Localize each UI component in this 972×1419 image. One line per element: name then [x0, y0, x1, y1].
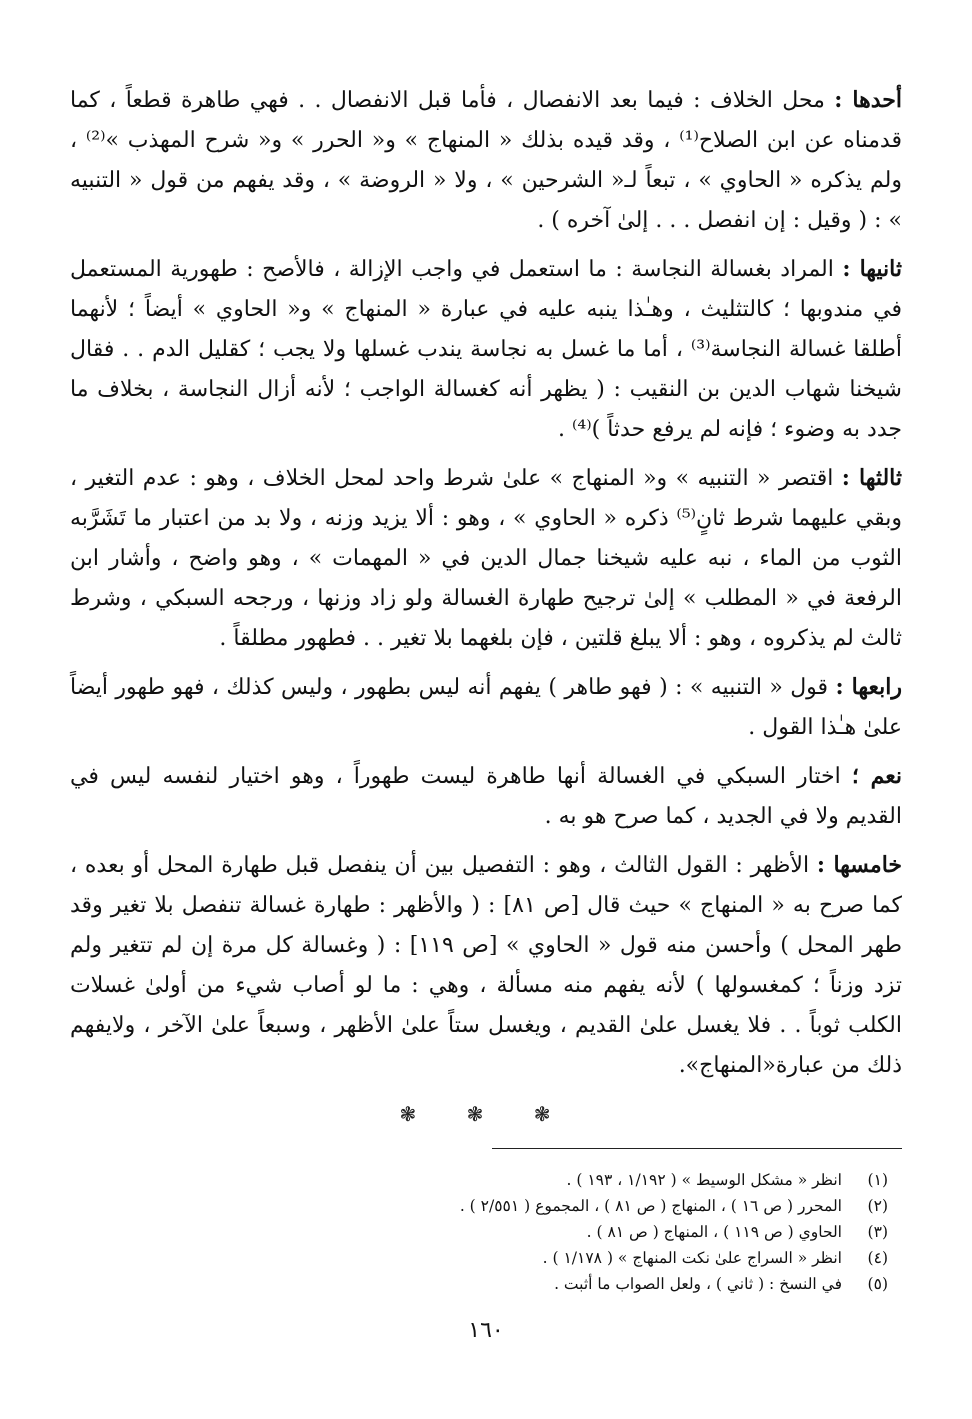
paragraph-lead: أحدها : — [834, 87, 902, 113]
paragraph-6 — [70, 845, 902, 1086]
paragraph-text: المراد بغسالة النجاسة : ما استعمل في واجب الإزالة ، فالأصح : طهورية المستعمل في مندوبها ؛ كالتثليث ، وهـٰذا ينبه عليه في عبارة « المنهاج » و« الحاوي » أيضاً ؛ لأنهما أطلقا غسالة النجاسة⁽³⁾ ، أما ما غسل به نجاسة يندب غسلها ولا يجب ؛ كقليل الدم . . فقال شيخنا شهاب الدين بن النقيب : ( يظهر أنه كغسالة الواجب ؛ لأنه أزال النجاسة ، بخلاف ما جدد به وضوء ؛ فإنه لم يرفع حدثاً )⁽⁴⁾ . — [70, 257, 903, 442]
footnote-2 — [70, 1193, 902, 1219]
paragraph-lead: ثالثها : — [841, 465, 903, 491]
footnote-text: الحاوي ( ص ١١٩ ) ، المنهاج ( ص ٨١ ) . — [586, 1223, 842, 1241]
body-text — [70, 80, 902, 1086]
footnotes — [70, 1167, 902, 1297]
paragraph-text: محل الخلاف : فيما بعد الانفصال ، فأما قبل الانفصال . . فهي طاهرة قطعاً ، كما قدمناه عن ابن الصلاح⁽¹⁾ ، وقد قيده بذلك « المنهاج » و« الحرر » و« شرح المهذب »⁽²⁾ ، ولم يذكره « الحاوي » ، تبعاً لـ« الشرحين » ، ولا « الروضة » ، وقد يفهم من قول « التنبيه » : ( وقيل : إن انفصل . . . إلىٰ آخره ) . — [70, 88, 902, 233]
paragraph-4 — [70, 667, 902, 748]
paragraph-lead: رابعها : — [835, 674, 902, 700]
footnote-number: (٣) — [867, 1223, 888, 1241]
footnote-number: (٤) — [867, 1249, 888, 1267]
footnote-text: انظر « مشكل الوسيط » ( ١/١٩٢ ، ١٩٣ ) . — [566, 1171, 842, 1189]
paragraph-text: اقتصر « التنبيه » و« المنهاج » علىٰ شرط واحد لمحل الخلاف ، وهو : عدم التغير ، وبقي عليهما شرط ثانٍ⁽⁵⁾ ذكره « الحاوي » ، وهو : ألا يزيد وزنه ، ولا بد من اعتبار ما تَشَرَّبه الثوب من الماء ، نبه عليه شيخنا جمال الدين في « المهمات » ، وهو واضح ، وأشار ابن الرفعة في « المطلب » إلىٰ ترجيح طهارة الغسالة ولو زاد وزنها ، ورجحه السبكي ، وشرط ثالث لم يذكروه ، وهو : ألا يبلغ قلتين ، فإن بلغهما بلا تغير . . فطهور مطلقاً . — [70, 466, 902, 651]
page-number: ١٦٠ — [468, 1318, 504, 1343]
footnote-number: (٢) — [867, 1197, 888, 1215]
paragraph-lead: خامسها : — [816, 852, 903, 878]
paragraph-5 — [70, 756, 902, 837]
paragraph-lead: نعم ؛ — [851, 763, 903, 789]
paragraph-2 — [70, 249, 902, 450]
footnote-text: في النسخ : ( ثاني ) ، ولعل الصواب ما أثبت . — [554, 1275, 842, 1293]
paragraph-text: اختار السبكي في الغسالة أنها طاهرة ليست طهوراً ، وهو اختيار لنفسه ليس في القديم ولا في الجديد ، كما صرح هو به . — [70, 764, 902, 829]
paragraph-3 — [70, 458, 902, 659]
footnote-number: (١) — [867, 1171, 888, 1189]
paragraph-1 — [70, 80, 902, 241]
paragraph-lead: ثانيها : — [842, 256, 902, 282]
footnote-rule — [492, 1148, 902, 1149]
section-separator: ❃ ❃ ❃ — [399, 1102, 573, 1126]
footnote-3 — [70, 1219, 902, 1245]
footnote-4 — [70, 1245, 902, 1271]
footnote-1 — [70, 1167, 902, 1193]
footnote-text: انظر « السراج علىٰ نكت المنهاج » ( ١/١٧٨ ) . — [542, 1249, 842, 1267]
paragraph-text: قول « التنبيه » : ( فهو طاهر ) يفهم أنه ليس بطهور ، وليس كذلك ، فهو طهور أيضاً علىٰ هـٰذا القول . — [70, 675, 902, 740]
footnote-number: (٥) — [867, 1275, 888, 1293]
footnote-text: المحرر ( ص ١٦ ) ، المنهاج ( ص ٨١ ) ، المجموع ( ٢/٥٥١ ) . — [459, 1197, 842, 1215]
paragraph-text: الأظهر : القول الثالث ، وهو : التفصيل بين أن ينفصل قبل طهارة المحل أو بعده ، كما صرح به « المنهاج » حيث قال [ص ٨١] : ( والأظهر : طهارة غسالة تنفصل بلا تغير وقد طهر المحل ) وأحسن منه قول « الحاوي » [ص ١١٩] : ( وغسالة كل مرة إن لم تتغير ولم تزد وزناً ؛ كمغسولها ) لأنه يفهم منه مسألة ، وهي : ما لو أصاب شيء من أولىٰ غسلات الكلب ثوباً . . فلا يغسل علىٰ القديم ، ويغسل ستاً علىٰ الأظهر ، وسبعاً علىٰ الآخر ، ولايفهم ذلك من عبارة«المنهاج». — [70, 853, 902, 1078]
footnote-5 — [70, 1271, 902, 1297]
